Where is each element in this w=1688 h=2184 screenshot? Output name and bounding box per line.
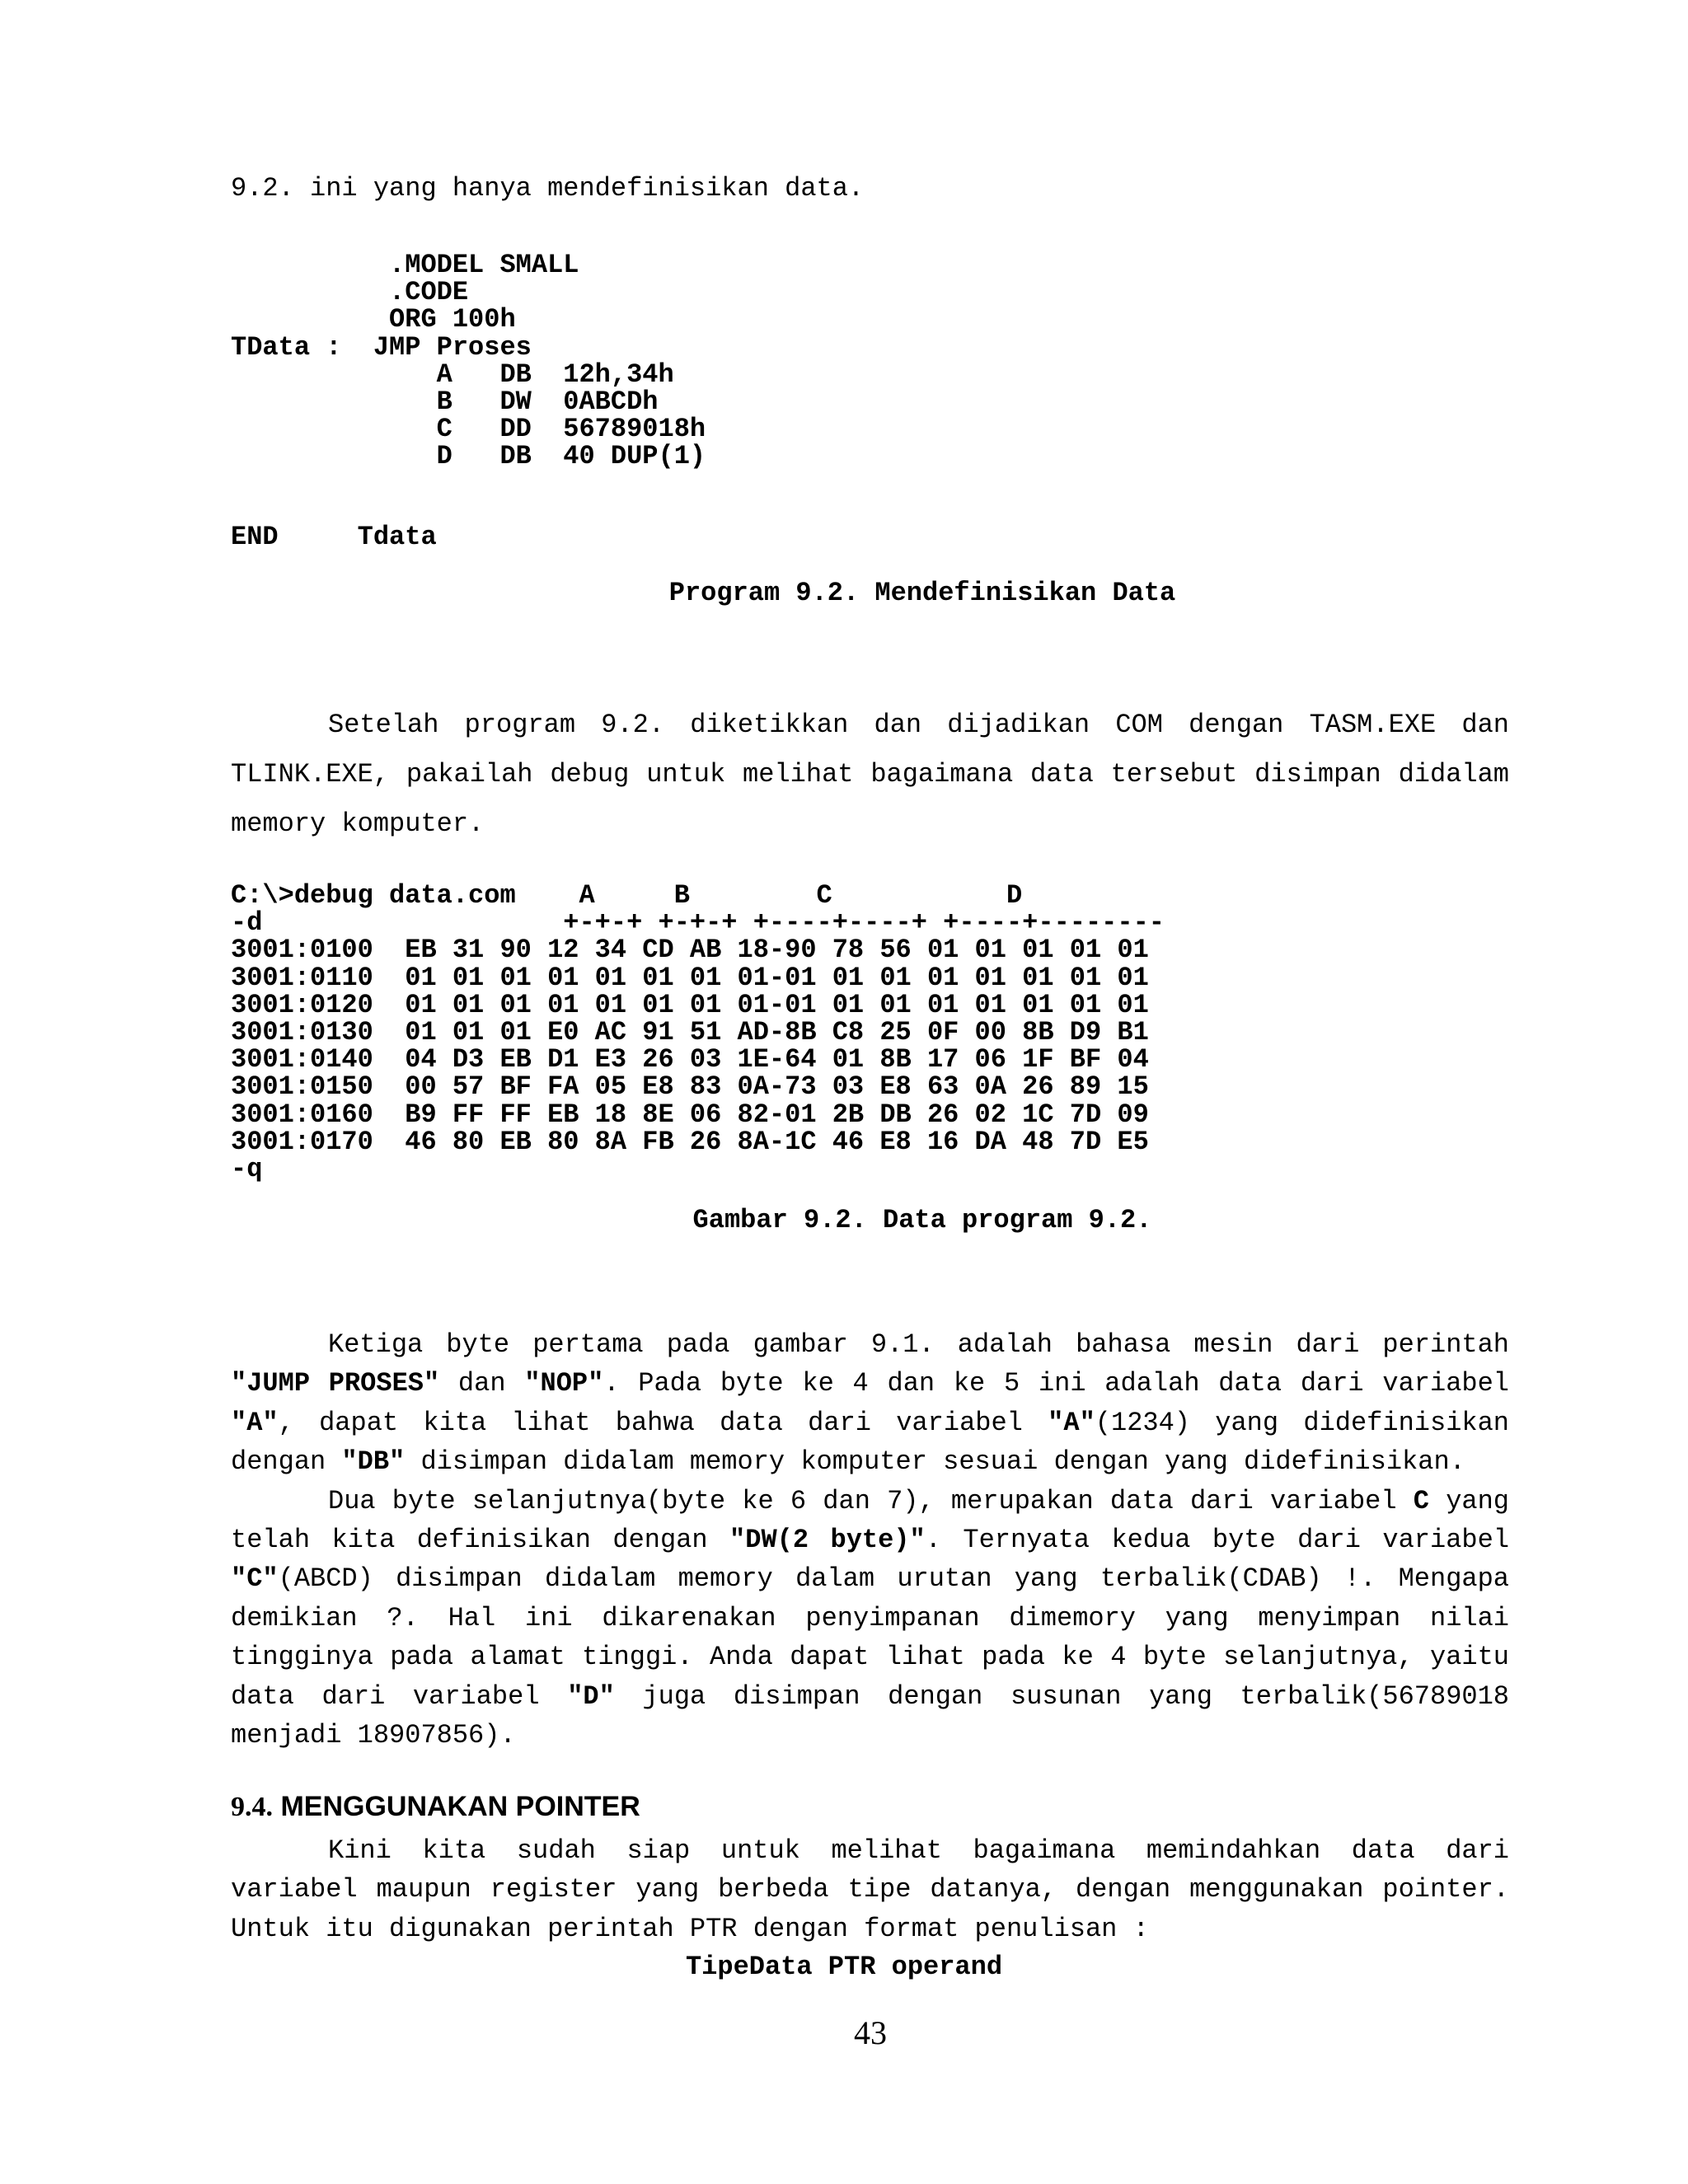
debug-line: 3001:0130 01 01 01 E0 AC 91 51 AD-8B C8 25 0F 00 8B D9 B1 bbox=[231, 1017, 1149, 1048]
code-line: .MODEL SMALL bbox=[231, 250, 579, 280]
program-code-block bbox=[231, 251, 706, 471]
code-line: TData : JMP Proses bbox=[231, 331, 532, 363]
debug-dump-block bbox=[231, 882, 1165, 1183]
code-line: .CODE bbox=[231, 277, 469, 308]
debug-line: 3001:0140 04 D3 EB D1 E3 26 03 1E-64 01 8B 17 06 1F BF 04 bbox=[231, 1044, 1149, 1076]
explanation-block bbox=[231, 1325, 1509, 1755]
debug-line: 3001:0100 EB 31 90 12 34 CD AB 18-90 78 56 01 01 01 01 01 bbox=[231, 935, 1149, 966]
section-title: MENGGUNAKAN POINTER bbox=[280, 1791, 640, 1822]
figure-caption: Gambar 9.2. Data program 9.2. bbox=[692, 1205, 1152, 1235]
debug-line: 3001:0120 01 01 01 01 01 01 01 01-01 01 01 01 01 01 01 01 bbox=[231, 989, 1149, 1020]
debug-line: -d +-+-+ +-+-+ +----+----+ +----+-------- bbox=[231, 907, 1165, 939]
section-paragraph-block bbox=[231, 1831, 1509, 1948]
code-end-line: END Tdata bbox=[231, 522, 437, 552]
debug-line: -q bbox=[231, 1154, 263, 1185]
paragraph-text: Setelah program 9.2. diketikkan dan dijadikan COM dengan TASM.EXE dan TLINK.EXE, pakailah debug untuk melihat bagaimana data tersebut disimpan didalam memory komputer. bbox=[231, 710, 1509, 839]
explanation-paragraph-2: Dua byte selanjutnya(byte ke 6 dan 7), merupakan data dari variabel C yang telah kita definisikan dengan "DW(2 byte)". Ternyata kedua byte dari variabel "C"(ABCD) disimpan didalam memory dalam urutan yang terbalik(CDAB) !. Mengapa demikian ?. Hal ini dikarenakan penyimpanan dimemory yang menyimpan nilai tingginya pada alamat tinggi. Anda dapat lihat pada ke 4 byte selanjutnya, yaitu data dari variabel "D" juga disimpan dengan susunan yang terbalik(56789018 menjadi 18907856). bbox=[231, 1485, 1510, 1751]
explanation-paragraph-1: Ketiga byte pertama pada gambar 9.1. adalah bahasa mesin dari perintah "JUMP PROSES" dan "NOP". Pada byte ke 4 dan ke 5 ini adalah data dari variabel "A", dapat kita lihat bahwa data dari variabel "A"(1234) yang didefinisikan dengan "DB" disimpan didalam memory komputer sesuai dengan yang didefinisikan. bbox=[231, 1329, 1510, 1478]
page-number: 43 bbox=[854, 2014, 887, 2051]
debug-line: 3001:0170 46 80 EB 80 8A FB 26 8A-1C 46 E8 16 DA 48 7D E5 bbox=[231, 1126, 1149, 1157]
paragraph-after-program bbox=[231, 701, 1509, 849]
code-line: A DB 12h,34h bbox=[231, 359, 674, 390]
ptr-format: TipeData PTR operand bbox=[685, 1952, 1003, 1982]
program-caption: Program 9.2. Mendefinisikan Data bbox=[668, 578, 1176, 608]
debug-line: 3001:0150 00 57 BF FA 05 E8 83 0A-73 03 E8 63 0A 26 89 15 bbox=[231, 1071, 1149, 1103]
intro-line: 9.2. ini yang hanya mendefinisikan data. bbox=[231, 173, 865, 204]
code-line: C DD 56789018h bbox=[231, 414, 706, 445]
code-line: D DB 40 DUP(1) bbox=[231, 441, 706, 472]
debug-line: 3001:0110 01 01 01 01 01 01 01 01-01 01 01 01 01 01 01 01 bbox=[231, 962, 1149, 993]
debug-line: 3001:0160 B9 FF FF EB 18 8E 06 82-01 2B DB 26 02 1C 7D 09 bbox=[231, 1099, 1149, 1130]
code-line: B DW 0ABCDh bbox=[231, 387, 659, 418]
code-line: ORG 100h bbox=[231, 304, 516, 335]
debug-line: C:\>debug data.com A B C D bbox=[231, 880, 1023, 911]
section-paragraph: Kini kita sudah siap untuk melihat bagaimana memindahkan data dari variabel maupun register yang berbeda tipe datanya, dengan menggunakan pointer. Untuk itu digunakan perintah PTR dengan format penulisan : bbox=[231, 1835, 1509, 1944]
section-number: 9.4. bbox=[231, 1792, 273, 1822]
section-heading bbox=[231, 1791, 640, 1823]
